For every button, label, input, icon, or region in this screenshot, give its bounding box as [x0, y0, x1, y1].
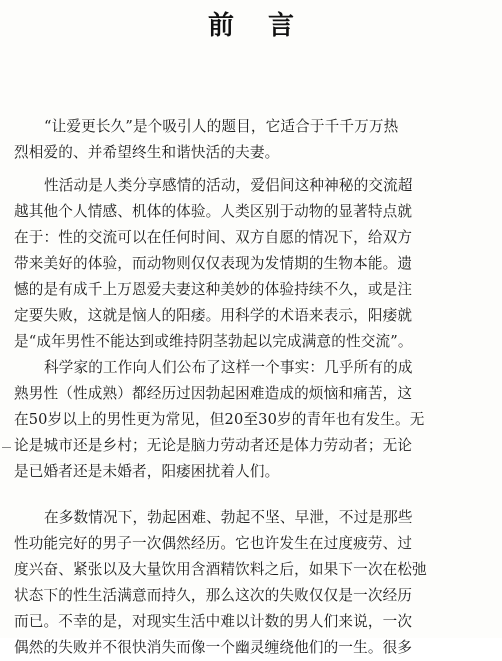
text-line: 憾的是有成千上万恩爱夫妻这种美妙的体验持续不久，或是注 — [14, 281, 413, 298]
text-line: 状态下的性生活满意而持久，那么这次的失败仅仅是一次经历 — [14, 587, 413, 604]
text-line: 在于：性的交流可以在任何时间、双方自愿的情况下，给双方 — [14, 229, 413, 246]
text-line: 带来美好的体验，而动物则仅仅表现为发情期的生物本能。遗 — [14, 255, 413, 272]
text-line: 是“成年男性不能达到或维持阴茎勃起以完成满意的性交流”。 — [14, 333, 413, 350]
text-line: 而已。不幸的是，对现实生活中难以计数的男人们来说，一次 — [14, 613, 413, 630]
text-line: 是已婚者还是未婚者，阳痿困扰着人们。 — [14, 463, 280, 480]
text-line: 论是城市还是乡村；无论是脑力劳动者还是体力劳动者；无论 — [14, 437, 413, 454]
text-line: 烈相爱的、并希望终生和谐快活的夫妻。 — [14, 144, 280, 161]
text-line: 度兴奋、紧张以及大量饮用含酒精饮料之后，如果下一次在松弛 — [14, 561, 427, 578]
text-line: 在多数情况下，勃起困难、勃起不坚、早泄，不过是那些 — [44, 509, 413, 526]
text-line: 熟男性（性成熟）都经历过因勃起困难造成的烦恼和痛苦，这 — [14, 385, 413, 402]
text-line: 性功能完好的男子一次偶然经历。它也许发生在过度疲劳、过 — [14, 535, 413, 552]
text-line: 越其他个人情感、机体的体验。人类区别于动物的显著特点就 — [14, 203, 413, 220]
margin-mark — [2, 447, 11, 448]
paragraph-3 — [14, 355, 496, 485]
paragraph-2 — [14, 173, 496, 355]
text-line: 偶然的失败并不很快消失而像一个幽灵缠绕他们的一生。很多 — [14, 639, 413, 656]
text-line: 性活动是人类分享感情的活动，爱侣间这种神秘的交流超 — [44, 177, 413, 194]
body-text — [14, 114, 496, 661]
text-line: 科学家的工作向人们公布了这样一个事实：几乎所有的成 — [44, 359, 413, 376]
paragraph-1 — [14, 114, 496, 166]
page-title: 前言 — [207, 11, 328, 41]
text-line: “让爱更长久”是个吸引人的题目，它适合于千千万万热 — [44, 118, 399, 135]
text-line: 定要失败，这就是恼人的阳痿。用科学的术语来表示，阳痿就 — [14, 307, 413, 324]
text-line: 在50岁以上的男性更为常见，但20至30岁的青年也有发生。无 — [14, 411, 425, 428]
